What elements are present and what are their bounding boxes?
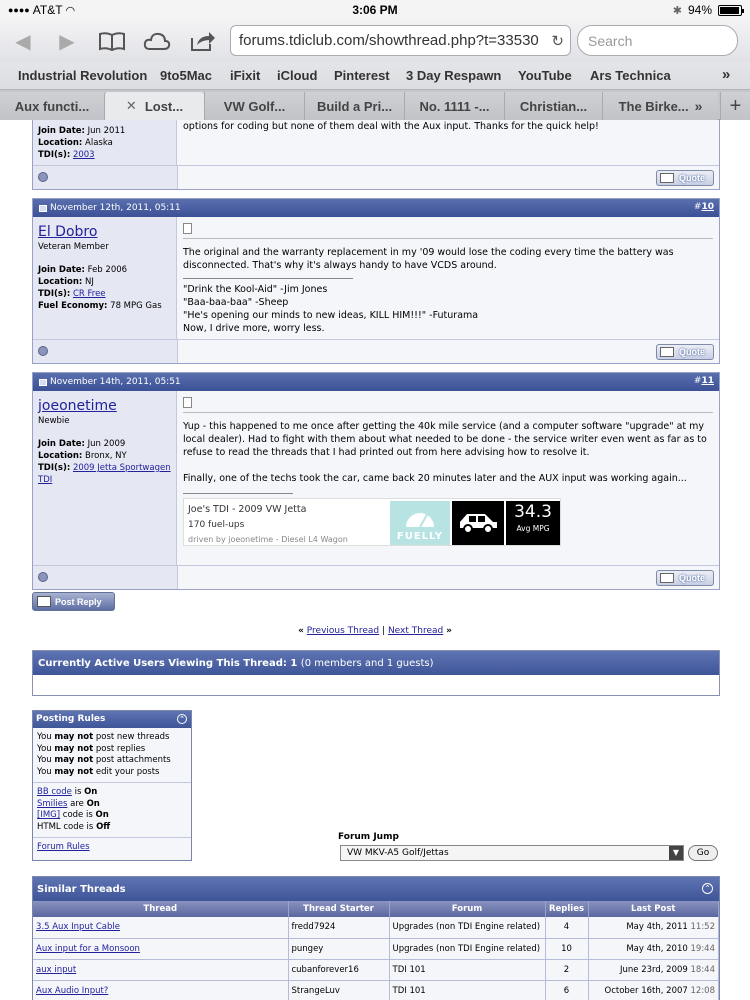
thread-link[interactable]: 3.5 Aux Input Cable <box>36 922 120 933</box>
thread-replies: 6 <box>545 980 588 1000</box>
bookmarks-book-icon[interactable] <box>97 26 127 56</box>
thread-link[interactable]: Aux input for a Monsoon <box>36 943 140 954</box>
bookmark-item[interactable]: 3 Day Respawn <box>406 68 502 83</box>
status-time: 3:06 PM <box>352 3 398 17</box>
username-link[interactable]: joeonetime <box>38 398 117 414</box>
location-label: Location: <box>38 138 83 148</box>
signature-line: Now, I drive more, worry less. <box>183 323 325 334</box>
rule-prefix: You <box>37 743 55 754</box>
signature-line: "He's opening our minds to new ideas, KILL HIM!!!" -Futurama <box>183 310 479 321</box>
go-button[interactable]: Go <box>688 845 718 861</box>
fuelly-badge[interactable] <box>183 498 561 546</box>
rule-line <box>37 767 187 779</box>
carrier-group <box>8 3 673 17</box>
last-post-time: 12:08 <box>690 985 715 996</box>
code-value: On <box>84 787 98 797</box>
battery-group <box>673 3 742 17</box>
post-message: options for coding but none of them deal with the Aux input. Thanks for the quick help! <box>177 120 719 165</box>
thread-forum: TDI 101 <box>389 959 545 980</box>
battery-percent: 94% <box>687 3 712 17</box>
similar-threads-box <box>32 876 720 1000</box>
forum-jump-select[interactable] <box>340 845 684 861</box>
quote-button[interactable] <box>656 570 714 586</box>
post-footer-right <box>177 340 719 363</box>
car-icon <box>457 510 499 536</box>
thread-forum: TDI 101 <box>389 980 545 1000</box>
post-number: #11 <box>693 376 714 386</box>
gauge-icon <box>404 505 436 529</box>
tdi-link[interactable]: CR Free <box>72 289 106 299</box>
code-line <box>37 822 187 834</box>
rule-bold: may not <box>54 766 94 777</box>
post-footer <box>33 165 719 189</box>
bookmark-item[interactable]: Pinterest <box>334 68 390 83</box>
column-header: Last Post <box>588 901 719 917</box>
battery-icon <box>718 5 742 16</box>
bookmark-item[interactable]: Ars Technica <box>590 68 671 83</box>
rule-line <box>37 732 187 744</box>
search-field[interactable] <box>577 25 738 56</box>
active-users-header <box>33 651 719 675</box>
last-post-time: 11:52 <box>690 922 715 933</box>
posting-rules-box <box>32 710 192 861</box>
post-icon <box>39 379 47 386</box>
post-reply-label: Post Reply <box>55 596 102 607</box>
fuel-economy: 78 MPG Gas <box>110 301 162 311</box>
location: NJ <box>85 277 94 287</box>
wifi-icon: ◠ <box>65 4 76 17</box>
share-icon[interactable] <box>188 26 218 56</box>
post-11 <box>32 372 720 590</box>
post-reply-button[interactable] <box>32 592 115 611</box>
tab-label: Lost... <box>144 98 184 114</box>
posting-permissions <box>33 728 191 783</box>
search-placeholder: Search <box>588 32 633 49</box>
smilies-link[interactable]: Smilies <box>37 798 68 809</box>
similar-threads-table <box>33 901 719 1000</box>
tab-christian[interactable] <box>504 92 602 120</box>
last-post-date: May 4th, 2010 <box>626 943 688 954</box>
rule-suffix: edit your posts <box>93 766 160 777</box>
location: Alaska <box>85 138 113 148</box>
tab-label: The Birke... <box>618 98 689 114</box>
icloud-tabs-icon[interactable] <box>142 26 172 56</box>
join-date-label: Join Date: <box>38 126 85 136</box>
thread-link[interactable]: aux input <box>36 964 77 975</box>
dropdown-arrow-icon: ▼ <box>669 846 683 860</box>
table-header-row <box>33 901 719 917</box>
next-thread-link[interactable]: Next Thread <box>387 626 444 636</box>
posting-rules-header <box>33 711 191 728</box>
table-row <box>33 959 719 980</box>
post-user-info <box>33 120 177 165</box>
last-post-time: 19:44 <box>690 943 715 954</box>
post-previous <box>32 120 720 190</box>
tab-label: Aux functi... <box>14 98 90 114</box>
code-line <box>37 787 187 799</box>
tab-bar <box>0 90 750 120</box>
signature-divider <box>183 278 353 279</box>
thread-starter: fredd7924 <box>288 917 389 938</box>
fuelly-logo <box>390 501 450 545</box>
column-header: Thread Starter <box>288 901 389 917</box>
mpg-tile <box>506 501 560 545</box>
code-mid: code is <box>60 810 96 820</box>
bookmark-item[interactable]: Industrial Revolution <box>18 68 148 83</box>
post-number-link[interactable]: 11 <box>701 376 714 386</box>
last-post <box>588 959 719 980</box>
bookmark-item[interactable]: 9to5Mac <box>160 68 213 83</box>
quote-icon <box>660 573 674 583</box>
carrier-label: AT&T <box>32 3 63 17</box>
post-text: Yup - this happened to me once after getting the 40k mile service (and a computer software "upgrade" at my local dealer). Had to fight with them about what needed to be done - the service writer even went as far as to refuse to read the threads that I had printed out from here advising how to resolve it. <box>183 412 713 459</box>
car-tile <box>452 501 504 545</box>
column-header: Replies <box>545 901 588 917</box>
quote-button[interactable] <box>656 170 714 186</box>
code-settings <box>33 783 191 838</box>
user-status-icon <box>38 172 48 182</box>
post-message <box>177 217 719 339</box>
join-date-label: Join Date: <box>38 265 85 275</box>
code-mid: HTML code is <box>37 821 97 832</box>
tdi-label: TDI(s): <box>38 150 71 160</box>
page-content <box>0 120 750 1000</box>
join-date-label: Join Date: <box>38 439 85 449</box>
location-label: Location: <box>38 277 83 287</box>
code-value: On <box>86 798 100 809</box>
post-text: The original and the warranty replacement in my '09 would lose the coding every time the battery was disconnected. That's why it's always handy to have VCDS around. <box>183 238 713 272</box>
thread-forum: Upgrades (non TDI Engine related) <box>389 917 545 938</box>
thread-starter: StrangeLuv <box>288 980 389 1000</box>
code-mid: is <box>71 787 85 797</box>
tab-no1111[interactable] <box>404 92 504 120</box>
similar-threads-header <box>33 877 719 901</box>
message-icon <box>183 397 192 408</box>
bookmark-item[interactable]: YouTube <box>518 68 572 83</box>
post-user-info <box>33 391 177 565</box>
tab-aux[interactable] <box>0 92 104 120</box>
last-post-date: October 16th, 2007 <box>604 985 688 996</box>
table-row <box>33 980 719 1000</box>
quote-icon <box>660 347 674 357</box>
tabs-more-icon[interactable]: » <box>694 98 703 114</box>
post-icon <box>39 205 47 212</box>
rule-suffix: post new threads <box>93 732 170 742</box>
location: Bronx, NY <box>85 451 127 461</box>
post-footer <box>33 339 719 363</box>
similar-threads-title: Similar Threads <box>37 883 126 895</box>
column-header: Thread <box>33 901 288 917</box>
tdi-label: TDI(s): <box>38 463 71 473</box>
thread-replies: 10 <box>545 938 588 959</box>
quote-label: Quote <box>679 173 705 183</box>
post-footer <box>33 565 719 589</box>
nav-separator: | <box>382 626 386 636</box>
close-tab-icon[interactable]: ✕ <box>125 98 137 113</box>
signal-icon: ●●●● <box>8 5 30 15</box>
rule-line <box>37 755 187 767</box>
code-value: On <box>95 810 109 820</box>
post-header <box>33 199 719 217</box>
location-label: Location: <box>38 451 83 461</box>
tab-label: Build a Pri... <box>316 98 393 114</box>
join-date: Jun 2011 <box>87 126 126 136</box>
collapse-icon[interactable]: ⌃ <box>702 883 713 894</box>
bookmarks-more-icon[interactable]: » <box>722 66 731 83</box>
url-field[interactable] <box>230 25 571 56</box>
code-mid: are <box>67 798 87 809</box>
tab-lost[interactable] <box>104 92 204 120</box>
signature-divider <box>183 493 293 494</box>
last-post-date: June 23rd, 2009 <box>619 964 688 975</box>
post-number: #10 <box>693 202 714 212</box>
tdi-link[interactable]: 2003 <box>72 150 95 160</box>
code-line <box>37 810 187 822</box>
post-message <box>177 391 719 565</box>
tab-birke[interactable] <box>602 92 718 120</box>
thread-replies: 2 <box>545 959 588 980</box>
bookmark-item[interactable]: iFixit <box>230 68 261 83</box>
rule-line <box>37 744 187 756</box>
post-footer-right <box>177 166 719 189</box>
user-status-icon <box>38 346 48 356</box>
browser-toolbar <box>0 20 750 62</box>
new-tab-icon[interactable]: + <box>720 92 750 120</box>
user-rank: Veteran Member <box>38 242 109 252</box>
next-mark: » <box>446 626 452 636</box>
last-post-time: 18:44 <box>690 964 715 975</box>
post-10 <box>32 198 720 364</box>
signature-line: "Drink the Kool-Aid" -Jim Jones <box>183 284 328 295</box>
code-line <box>37 799 187 811</box>
tdi-link[interactable]: 2009 Jetta Sportwagen TDI <box>38 463 171 485</box>
forward-arrow-icon[interactable]: ▶ <box>59 29 75 53</box>
rule-prefix: You <box>37 732 55 742</box>
tab-vw-golf[interactable] <box>204 92 304 120</box>
bookmarks-bar <box>0 62 750 90</box>
bookmark-item[interactable]: iCloud <box>277 68 318 83</box>
user-rank: Newbie <box>38 416 70 426</box>
code-value: Off <box>96 821 111 832</box>
fuel-economy-label: Fuel Economy: <box>38 301 108 311</box>
post-text: Finally, one of the techs took the car, came back 20 minutes later and the AUX input was working again... <box>183 473 687 484</box>
rule-bold: may not <box>54 755 94 765</box>
active-users-title: Currently Active Users Viewing This Thread: 1 <box>38 657 298 669</box>
post-footer-right <box>177 566 719 589</box>
quote-label: Quote <box>679 347 705 357</box>
message-icon <box>183 223 192 234</box>
status-bar <box>0 0 750 20</box>
table-row <box>33 917 719 938</box>
posting-rules-title: Posting Rules <box>36 713 106 724</box>
tdi-label: TDI(s): <box>38 289 71 299</box>
reply-icon <box>37 596 51 607</box>
rule-suffix: post attachments <box>93 755 171 765</box>
fuelly-driven-by: driven by joeonetime - Diesel L4 Wagon <box>188 535 348 544</box>
bluetooth-icon: ✱ <box>672 4 682 17</box>
reload-icon[interactable]: ↻ <box>548 32 564 50</box>
rule-prefix: You <box>37 755 55 765</box>
forum-jump-label: Forum Jump <box>338 832 399 842</box>
thread-replies: 4 <box>545 917 588 938</box>
column-header: Forum <box>389 901 545 917</box>
username-link[interactable]: El Dobro <box>38 224 98 240</box>
tab-label: VW Golf... <box>223 98 286 114</box>
tab-label: Christian... <box>519 98 588 114</box>
fuelly-fuelups: 170 fuel-ups <box>188 520 245 530</box>
thread-starter: cubanforever16 <box>288 959 389 980</box>
rule-suffix: post replies <box>93 743 146 754</box>
last-post <box>588 980 719 1000</box>
rule-bold: may not <box>54 732 94 742</box>
fuelly-title: Joe's TDI - 2009 VW Jetta <box>188 504 307 515</box>
post-header <box>33 373 719 391</box>
url-text: forums.tdiclub.com/showthread.php?t=33530 <box>239 32 539 49</box>
table-row <box>33 938 719 959</box>
tab-label: No. 1111 -... <box>419 98 490 114</box>
last-post <box>588 938 719 959</box>
signature-line: "Baa-baa-baa" -Sheep <box>183 297 289 308</box>
back-arrow-icon[interactable]: ◀ <box>15 29 31 53</box>
bb-code-link[interactable]: BB code <box>37 787 72 797</box>
join-date: Feb 2006 <box>87 265 128 275</box>
post-date: November 12th, 2011, 05:11 <box>50 203 181 213</box>
thread-starter: pungey <box>288 938 389 959</box>
forum-rules-section <box>33 838 191 858</box>
join-date: Jun 2009 <box>87 439 126 449</box>
post-date: November 14th, 2011, 05:51 <box>50 377 181 387</box>
last-post <box>588 917 719 938</box>
post-number-link[interactable]: 10 <box>701 202 714 212</box>
post-user-info <box>33 217 177 339</box>
collapse-icon[interactable]: ⌃ <box>177 714 187 724</box>
user-status-icon <box>38 572 48 582</box>
fuelly-logo-text: FUELLY <box>396 531 444 542</box>
rule-bold: may not <box>54 743 94 754</box>
thread-link[interactable]: Aux Audio Input? <box>36 985 109 996</box>
forum-jump-selected: VW MKV-A5 Golf/Jettas <box>347 848 449 858</box>
quote-button[interactable] <box>656 344 714 360</box>
thread-navigation <box>0 626 750 636</box>
thread-forum: Upgrades (non TDI Engine related) <box>389 938 545 959</box>
last-post-date: May 4th, 2011 <box>626 922 688 933</box>
rule-prefix: You <box>37 766 55 777</box>
previous-thread-link[interactable]: Previous Thread <box>306 626 380 636</box>
img-code-link[interactable]: [IMG] <box>37 810 61 820</box>
quote-icon <box>660 173 674 183</box>
forum-rules-link[interactable]: Forum Rules <box>37 842 90 852</box>
quote-label: Quote <box>679 573 705 583</box>
active-users-detail: (0 members and 1 guests) <box>300 657 434 669</box>
tab-build[interactable] <box>304 92 404 120</box>
mpg-value: 34.3 <box>514 502 552 522</box>
prev-mark: « <box>298 626 304 636</box>
active-users-box <box>32 650 720 696</box>
mpg-label: Avg MPG <box>516 524 550 533</box>
